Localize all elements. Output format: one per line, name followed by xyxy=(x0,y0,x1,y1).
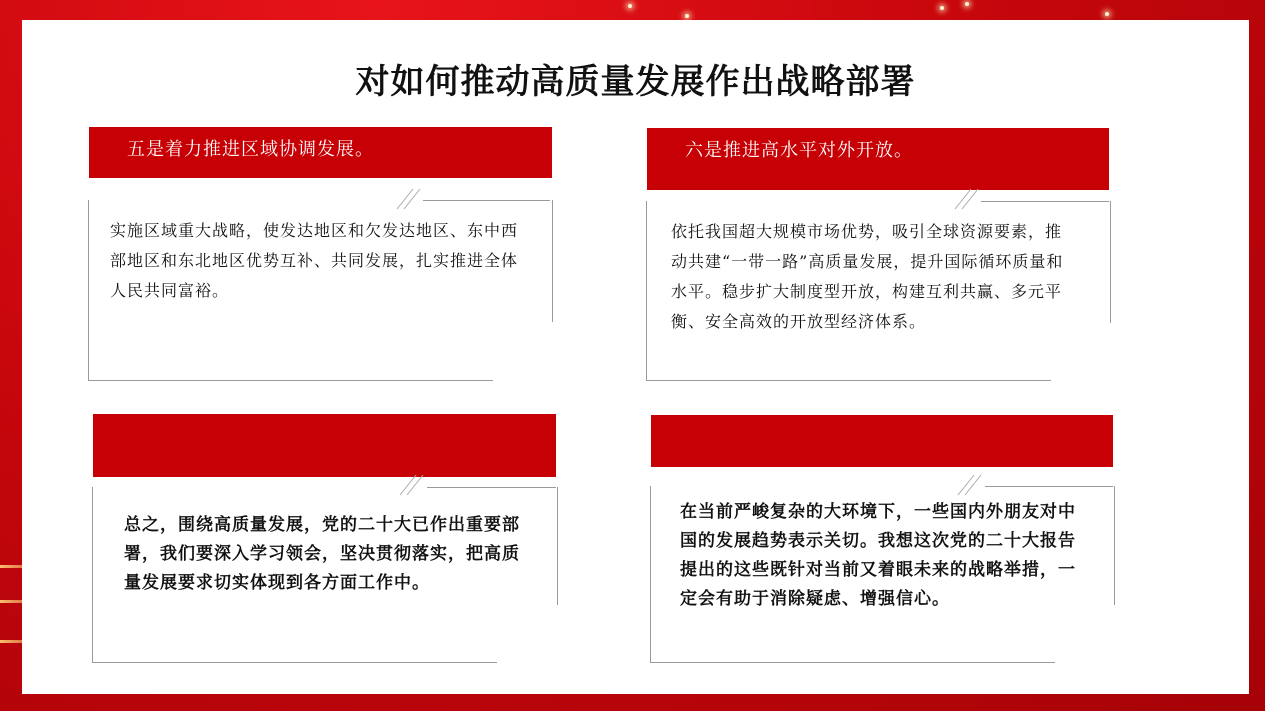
card-4-heading-bar xyxy=(651,415,1113,467)
card-3-heading-bar xyxy=(93,414,556,477)
card-1-heading-bar xyxy=(89,127,552,178)
background-sparkle xyxy=(940,6,944,10)
card-2-heading: 六是推进高水平对外开放。 xyxy=(685,140,913,161)
background-sparkle xyxy=(1105,12,1109,16)
card-2-text: 依托我国超大规模市场优势，吸引全球资源要素，推动共建“一带一路”高质量发展，提升国际循环质量和水平。稳步扩大制度型开放，构建互利共赢、多元平衡、安全高效的开放型经济体系。 xyxy=(671,222,1064,331)
card-1-heading: 五是着力推进区域协调发展。 xyxy=(127,139,374,160)
background-sparkle xyxy=(685,14,689,18)
card-2-slash-decoration xyxy=(953,187,981,211)
card-4-text: 在当前严峻复杂的大环境下，一些国内外朋友对中国的发展趋势表示关切。我想这次党的二十大报告提出的这些既针对当前又着眼未来的战略举措，一定会有助于消除疑虑、增强信心。 xyxy=(680,502,1076,609)
page-title: 对如何推动高质量发展作出战略部署 xyxy=(355,62,916,102)
background-sparkle xyxy=(628,4,632,8)
background-sparkle xyxy=(965,2,969,6)
slide-panel xyxy=(22,20,1249,694)
card-3-slash-decoration xyxy=(398,473,426,497)
card-1-text: 实施区域重大战略，使发达地区和欠发达地区、东中西部地区和东北地区优势互补、共同发展，扎实推进全体人民共同富裕。 xyxy=(110,221,519,300)
card-1-slash-decoration xyxy=(395,187,423,211)
card-4-slash-decoration xyxy=(956,473,984,497)
card-2-heading-bar xyxy=(647,128,1109,190)
card-3-text: 总之，围绕高质量发展，党的二十大已作出重要部署，我们要深入学习领会，坚决贯彻落实，把高质量发展要求切实体现到各方面工作中。 xyxy=(124,515,520,593)
